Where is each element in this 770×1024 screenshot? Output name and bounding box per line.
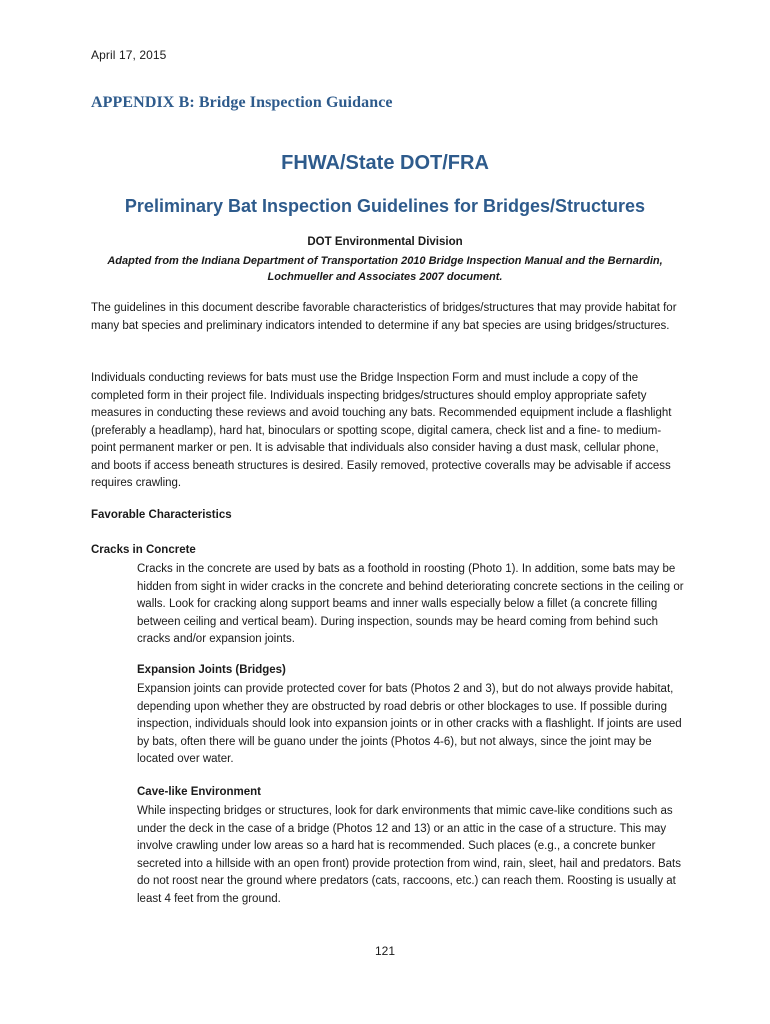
cave-like-heading: Cave-like Environment bbox=[137, 786, 261, 798]
division-heading: DOT Environmental Division bbox=[307, 236, 463, 248]
page-number: 121 bbox=[374, 944, 396, 958]
expansion-joints-heading: Expansion Joints (Bridges) bbox=[137, 664, 286, 676]
appendix-title: APPENDIX B: Bridge Inspection Guidance bbox=[91, 94, 393, 111]
cracks-heading: Cracks in Concrete bbox=[91, 544, 196, 556]
document-title: Preliminary Bat Inspection Guidelines for Bridges/Structures bbox=[124, 196, 646, 216]
adapted-note bbox=[0, 253, 770, 285]
expansion-joints-body: Expansion joints can provide protected cover for bats (Photos 2 and 3), but do not always provide habitat, depending upon whether they are obstructed by road debris or other blockages to use. If possible during inspection, individuals should look into expansion joints or in other cracks with a flashlight. If joints are used by bats, often there will be guano under the joints (Photos 4-6), but not always, since the joint may be located over water. bbox=[137, 683, 682, 765]
favorable-characteristics-heading: Favorable Characteristics bbox=[91, 509, 232, 521]
intro-paragraph: The guidelines in this document describe favorable characteristics of bridges/structures that may provide habitat for many bat species and preliminary indicators intended to determine if any bat species are using bridges/structures. bbox=[91, 302, 677, 332]
procedure-paragraph: Individuals conducting reviews for bats must use the Bridge Inspection Form and must include a copy of the completed form in their project file. Individuals inspecting bridges/structures should employ appropriate safety measures in conducting these reviews and avoid touching any bats. Recommended equipment include a flashlight (preferably a headlamp), hard hat, binoculars or spotting scope, digital camera, check list and a fine- to medium-point permanent marker or pen. It is advisable that individuals also consider having a dust mask, cellular phone, and boots if access beneath structures is desired. Easily removed, protective coveralls may be advisable if access requires crawling. bbox=[91, 372, 672, 489]
adapted-note-line-2: Lochmueller and Associates 2007 document. bbox=[267, 271, 503, 283]
agency-title: FHWA/State DOT/FRA bbox=[281, 152, 489, 174]
cracks-body: Cracks in the concrete are used by bats as a foothold in roosting (Photo 1). In addition, some bats may be hidden from sight in wider cracks in the concrete and behind deteriorating concrete sections in the ceiling or walls. Look for cracking along support beams and inner walls especially below a fillet (a concrete filling between ceiling and vertical beam). During inspection, sounds may be heard coming from behind such cracks and/or expansion joints. bbox=[137, 563, 684, 645]
adapted-note-line-1: Adapted from the Indiana Department of Transportation 2010 Bridge Inspection Manual and the Bernardin, bbox=[107, 255, 663, 267]
cave-like-body: While inspecting bridges or structures, look for dark environments that mimic cave-like conditions such as under the deck in the case of a bridge (Photos 12 and 13) or an attic in the case of a structure. This may involve crawling under low areas so a hard hat is recommended. Such places (e.g., a concrete bunker secreted into a hillside with an open front) provide protection from wind, rain, sleet, hail and predators. Bats do not roost near the ground where predators (cats, raccoons, etc.) can reach them. Roosting is usually at least 4 feet from the ground. bbox=[137, 805, 681, 905]
document-date: April 17, 2015 bbox=[91, 48, 167, 62]
